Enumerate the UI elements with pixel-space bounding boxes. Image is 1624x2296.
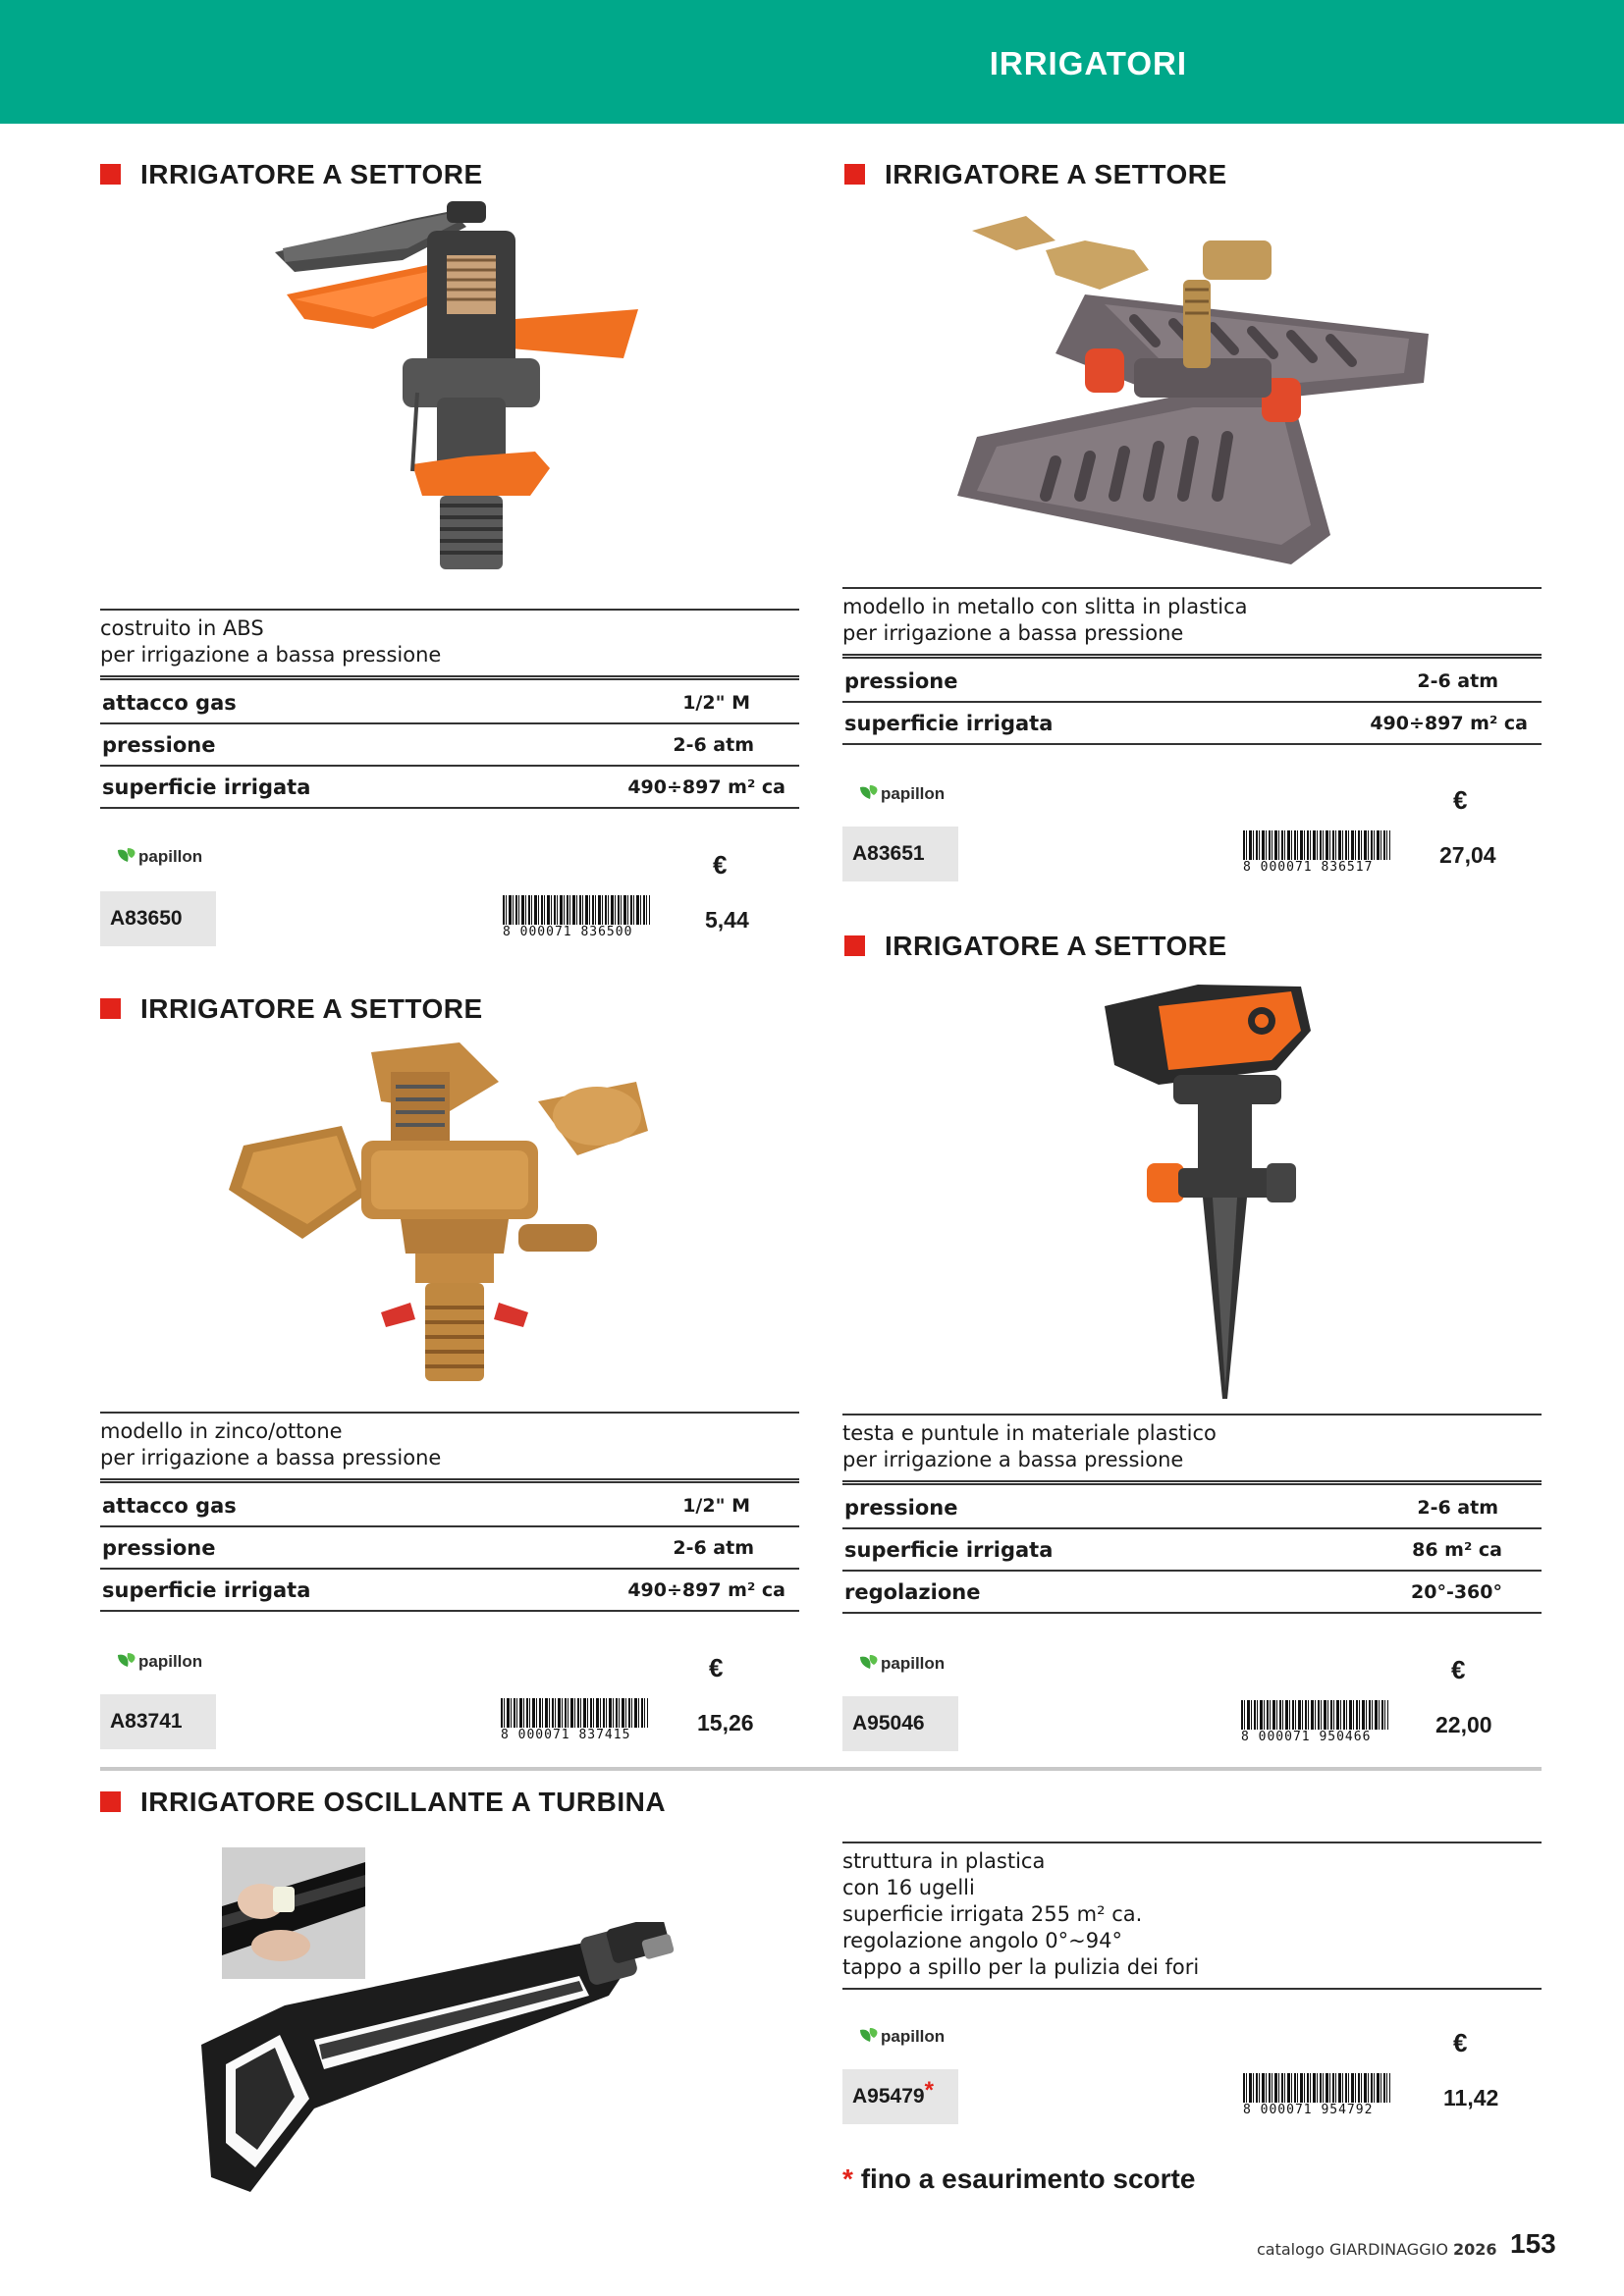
leaf-icon xyxy=(858,783,880,805)
leaf-icon xyxy=(116,846,137,868)
product-code: A83650 xyxy=(100,891,216,946)
currency-label: € xyxy=(1451,1655,1466,1684)
spec-label: attacco gas xyxy=(102,1493,237,1518)
currency-label: € xyxy=(1453,2028,1468,2057)
spec-label: superficie irrigata xyxy=(102,1577,311,1602)
product-title: IRRIGATORE A SETTORE xyxy=(100,159,483,190)
red-square-icon xyxy=(100,998,121,1019)
brand-logo: papillon xyxy=(116,1651,202,1673)
barcode xyxy=(1243,2073,1390,2118)
barcode-bars xyxy=(503,895,650,925)
spec-value: 20°-360° xyxy=(1411,1580,1502,1603)
barcode-number: 8 000071 836517 xyxy=(1243,860,1374,875)
section-divider xyxy=(100,1767,1542,1771)
spec-label: regolazione xyxy=(844,1579,981,1604)
divider xyxy=(842,587,1542,589)
product-image-sector-sprinkler-sled xyxy=(938,211,1438,569)
desc-line: con 16 ugelli xyxy=(842,1876,975,1899)
divider xyxy=(100,1478,799,1483)
desc-line: costruito in ABS xyxy=(100,616,264,640)
currency-label: € xyxy=(1453,785,1468,815)
product-code: A83651 xyxy=(842,827,958,881)
spec-row xyxy=(100,1485,799,1527)
catalog-label: catalogo GIARDINAGGIO 2026 xyxy=(1257,2240,1497,2259)
spec-label: superficie irrigata xyxy=(844,711,1054,735)
product-image-sector-sprinkler-brass xyxy=(224,1042,656,1396)
product-code: A95046 xyxy=(842,1696,958,1751)
barcode-number: 8 000071 950466 xyxy=(1241,1730,1372,1744)
divider xyxy=(842,1842,1542,1843)
barcode-number: 8 000071 836500 xyxy=(503,925,633,939)
product-price: 27,04 xyxy=(1439,842,1496,868)
spec-label: pressione xyxy=(844,668,958,693)
product-code: A83741 xyxy=(100,1694,216,1749)
spec-value: 490÷897 m² ca xyxy=(627,1578,785,1601)
desc-line: struttura in plastica xyxy=(842,1849,1046,1873)
header-bar xyxy=(0,0,1624,124)
desc-line: per irrigazione a bassa pressione xyxy=(842,621,1184,645)
divider xyxy=(842,1988,1542,1990)
desc-line: modello in metallo con slitta in plastica xyxy=(842,595,1248,618)
product-price: 11,42 xyxy=(1443,2085,1499,2110)
product-price: 22,00 xyxy=(1435,1712,1492,1737)
spec-label: pressione xyxy=(102,732,216,757)
spec-label: superficie irrigata xyxy=(102,774,311,799)
product-description xyxy=(842,1848,1542,1981)
product-title: IRRIGATORE A SETTORE xyxy=(844,931,1227,962)
spec-value: 2-6 atm xyxy=(1417,1496,1498,1519)
barcode-bars xyxy=(501,1698,648,1728)
divider xyxy=(100,1412,799,1414)
red-square-icon xyxy=(844,935,865,956)
leaf-icon xyxy=(858,1653,880,1675)
product-title: IRRIGATORE A SETTORE xyxy=(844,159,1227,190)
leaf-icon xyxy=(116,1651,137,1673)
barcode-bars xyxy=(1241,1700,1388,1730)
desc-line: regolazione angolo 0°~94° xyxy=(842,1929,1122,1952)
spec-label: pressione xyxy=(102,1535,216,1560)
product-price: 5,44 xyxy=(705,907,749,933)
brand-logo: papillon xyxy=(858,1653,945,1675)
barcode-bars xyxy=(1243,2073,1390,2103)
spec-row xyxy=(100,724,799,767)
stock-footnote: * fino a esaurimento scorte xyxy=(842,2163,1196,2194)
spec-row xyxy=(100,767,799,809)
spec-value: 86 m² ca xyxy=(1412,1538,1502,1561)
barcode xyxy=(503,895,650,940)
spec-value: 2-6 atm xyxy=(673,733,754,756)
desc-line: per irrigazione a bassa pressione xyxy=(842,1448,1184,1471)
desc-line: modello in zinco/ottone xyxy=(100,1419,343,1443)
spec-value: 1/2" M xyxy=(682,691,750,714)
product-description xyxy=(842,1420,1542,1473)
product-image-oscillating-sprinkler xyxy=(196,1922,677,2202)
desc-line: per irrigazione a bassa pressione xyxy=(100,643,442,667)
spec-label: pressione xyxy=(844,1495,958,1520)
desc-line: per irrigazione a bassa pressione xyxy=(100,1446,442,1469)
red-square-icon xyxy=(844,164,865,185)
barcode-number: 8 000071 837415 xyxy=(501,1728,631,1742)
desc-line: testa e puntule in materiale plastico xyxy=(842,1421,1217,1445)
product-image-sector-sprinkler-spike xyxy=(1090,977,1316,1409)
spec-row xyxy=(842,661,1542,703)
spec-row xyxy=(100,682,799,724)
spec-value: 490÷897 m² ca xyxy=(627,775,785,798)
red-square-icon xyxy=(100,164,121,185)
desc-line: tappo a spillo per la pulizia dei fori xyxy=(842,1955,1200,1979)
spec-row xyxy=(100,1527,799,1570)
product-description xyxy=(842,594,1542,647)
red-square-icon xyxy=(100,1791,121,1812)
brand-logo: papillon xyxy=(858,2026,945,2048)
divider xyxy=(842,1480,1542,1485)
spec-value: 2-6 atm xyxy=(673,1536,754,1559)
divider xyxy=(100,609,799,611)
brand-logo: papillon xyxy=(116,846,202,868)
product-description xyxy=(100,615,799,668)
spec-row xyxy=(100,1570,799,1612)
spec-row xyxy=(842,1487,1542,1529)
spec-value: 490÷897 m² ca xyxy=(1370,712,1528,734)
spec-row xyxy=(842,1572,1542,1614)
product-title: IRRIGATORE OSCILLANTE A TURBINA xyxy=(100,1787,666,1818)
barcode-bars xyxy=(1243,830,1390,860)
barcode xyxy=(1243,830,1390,876)
product-description xyxy=(100,1418,799,1471)
leaf-icon xyxy=(858,2026,880,2048)
spec-label: attacco gas xyxy=(102,690,237,715)
product-price: 15,26 xyxy=(697,1710,754,1735)
spec-row xyxy=(842,1529,1542,1572)
page-number: 153 xyxy=(1510,2228,1556,2259)
divider xyxy=(842,1414,1542,1415)
page-title: IRRIGATORI xyxy=(989,45,1187,81)
divider xyxy=(100,675,799,680)
spec-value: 2-6 atm xyxy=(1417,669,1498,692)
barcode-number: 8 000071 954792 xyxy=(1243,2103,1374,2117)
product-title: IRRIGATORE A SETTORE xyxy=(100,993,483,1025)
desc-line: superficie irrigata 255 m² ca. xyxy=(842,1902,1143,1926)
product-image-sector-sprinkler-abs xyxy=(265,201,658,579)
spec-value: 1/2" M xyxy=(682,1494,750,1517)
brand-logo: papillon xyxy=(858,783,945,805)
product-code: A95479 * xyxy=(842,2069,958,2124)
divider xyxy=(842,654,1542,659)
barcode xyxy=(501,1698,648,1743)
availability-mark: * xyxy=(924,2077,934,2104)
currency-label: € xyxy=(709,1653,724,1682)
currency-label: € xyxy=(713,850,728,880)
spec-row xyxy=(842,703,1542,745)
spec-label: superficie irrigata xyxy=(844,1537,1054,1562)
barcode xyxy=(1241,1700,1388,1745)
